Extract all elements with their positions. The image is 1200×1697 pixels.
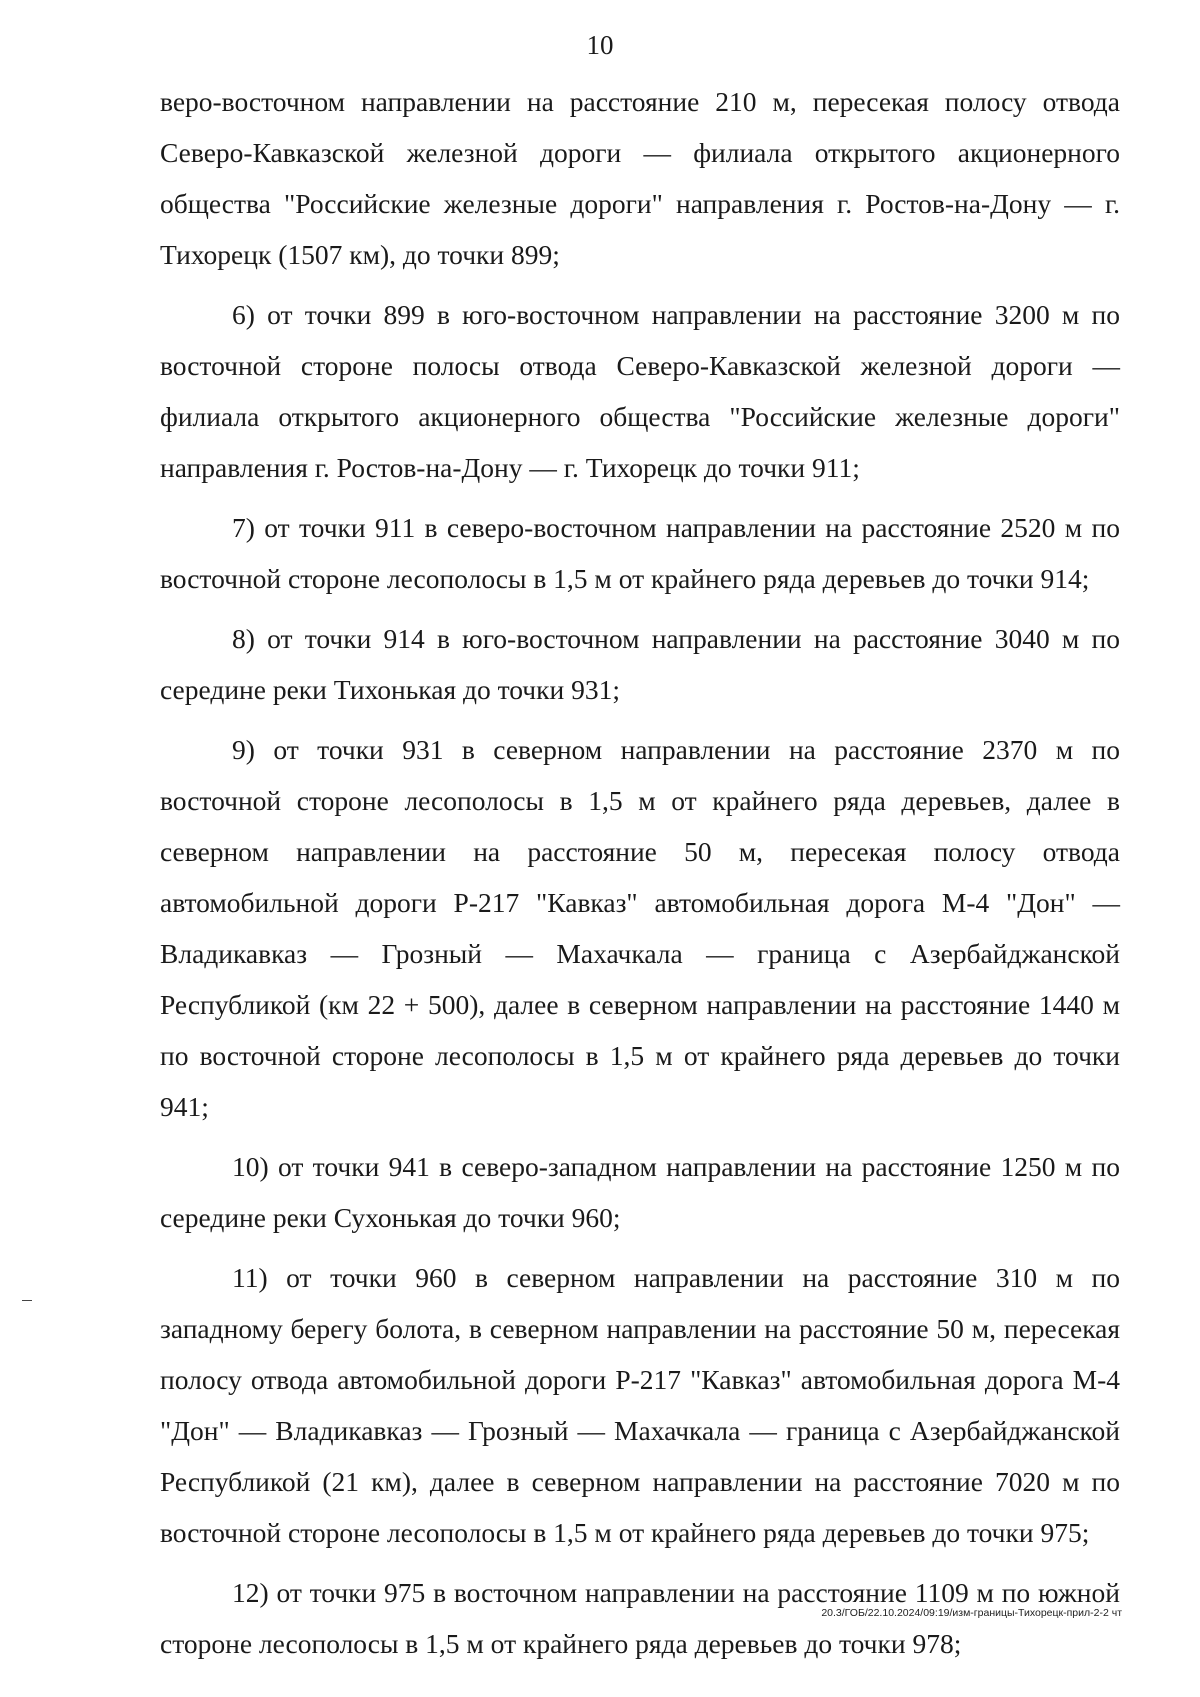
scan-speck (22, 1300, 32, 1301)
paragraph-item-6: 6) от точки 899 в юго-восточном направлении на расстояние 3200 м по восточной стороне полосы отвода Северо-Кавказской железной дороги — филиала открытого акционерного общества "Российские железные дороги" направления г. Ростов-на-Дону — г. Тихорецк до точки 911; (160, 299, 1120, 483)
document-body (160, 76, 1120, 1678)
page-number: 10 (586, 30, 614, 60)
paragraph-item-9: 9) от точки 931 в северном направлении на расстояние 2370 м по восточной стороне лесополосы в 1,5 м от крайнего ряда деревьев, далее в северном направлении на расстояние 50 м, пересекая полосу отвода автомобильной дороги Р-217 "Кавказ" автомобильная дорога М-4 "Дон" — Владикавказ — Грозный — Махачкала — граница с Азербайджанской Республикой (км 22 + 500), далее в северном направлении на расстояние 1440 м по восточной стороне лесополосы в 1,5 м от крайнего ряда деревьев до точки 941; (160, 734, 1120, 1122)
paragraph-item-10: 10) от точки 941 в северо-западном направлении на расстояние 1250 м по середине реки Сухонькая до точки 960; (160, 1151, 1120, 1233)
paragraph-item-8: 8) от точки 914 в юго-восточном направлении на расстояние 3040 м по середине реки Тихонькая до точки 931; (160, 623, 1120, 705)
document-footer-code: 20.3/ГОБ/22.10.2024/09:19/изм-границы-Тихорецк-прил-2-2 чт (821, 1607, 1122, 1619)
paragraph-item-11: 11) от точки 960 в северном направлении на расстояние 310 м по западному берегу болота, в северном направлении на расстояние 50 м, пересекая полосу отвода автомобильной дороги Р-217 "Кавказ" автомобильная дорога М-4 "Дон" — Владикавказ — Грозный — Махачкала — граница с Азербайджанской Республикой (21 км), далее в северном направлении на расстояние 7020 м по восточной стороне лесополосы в 1,5 м от крайнего ряда деревьев до точки 975; (160, 1262, 1120, 1548)
paragraph-continuation: веро-восточном направлении на расстояние 210 м, пересекая полосу отвода Северо-Кавказской железной дороги — филиала открытого акционерного общества "Российские железные дороги" направления г. Ростов-на-Дону — г. Тихорецк (1507 км), до точки 899; (160, 86, 1120, 270)
paragraph-item-12: 12) от точки 975 в восточном направлении на расстояние 1109 м по южной стороне лесополосы в 1,5 м от крайнего ряда деревьев до точки 978; (160, 1577, 1120, 1659)
paragraph-item-7: 7) от точки 911 в северо-восточном направлении на расстояние 2520 м по восточной стороне лесополосы в 1,5 м от крайнего ряда деревьев до точки 914; (160, 512, 1120, 594)
